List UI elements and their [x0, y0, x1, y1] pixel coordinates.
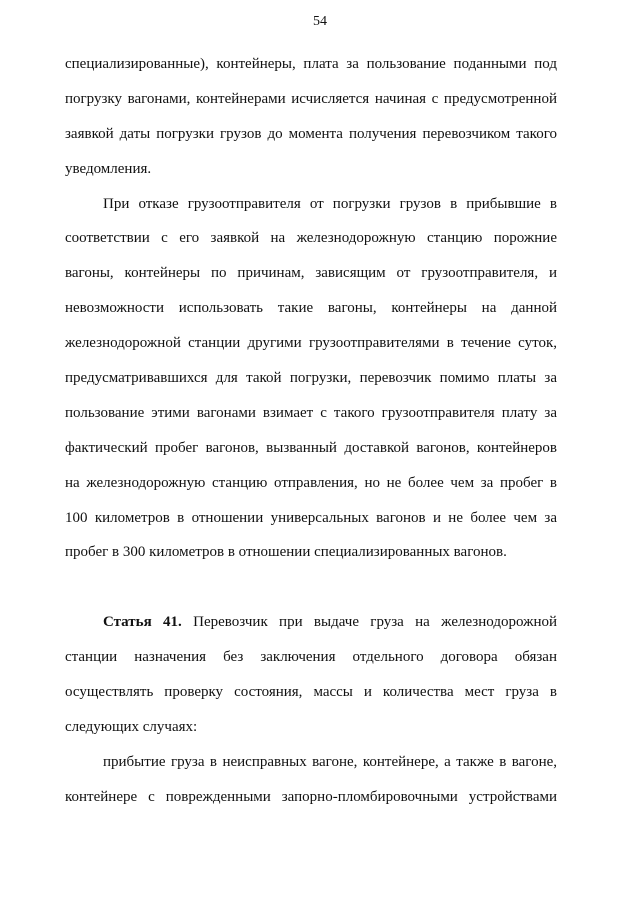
- text-line: невозможности использовать такие вагоны, контейнеры на данной: [65, 300, 557, 317]
- text-line: пробег в 300 километров в отношении специализированных вагонов.: [65, 544, 507, 561]
- paragraph-gap: [65, 570, 557, 605]
- article-first-line-text: Перевозчик при выдаче груза на железнодорожной: [193, 614, 558, 631]
- document-body: [65, 47, 557, 815]
- text-line: пользование этими вагонами взимает с такого грузоотправителя плату за: [65, 404, 557, 421]
- paragraph-refusal: [65, 187, 557, 571]
- text-line: специализированные), контейнеры, плата за пользование поданными под: [65, 56, 557, 72]
- text-line: погрузку вагонами, контейнерами исчисляется начиная с предусмотренной: [65, 90, 557, 107]
- text-line: прибытие груза в неисправных вагоне, контейнере, а также в вагоне,: [103, 753, 557, 770]
- text-line: При отказе грузоотправителя от погрузки грузов в прибывшие в: [103, 195, 557, 212]
- page-number: 54: [313, 14, 327, 29]
- text-line: вагоны, контейнеры по причинам, зависящим от грузоотправителя, и: [65, 265, 557, 282]
- article-label: Статья 41.: [103, 614, 182, 631]
- text-line: заявкой даты погрузки грузов до момента получения перевозчиком такого: [65, 125, 557, 142]
- paragraph-damaged-wagons: [65, 745, 557, 815]
- article-41: [65, 605, 557, 745]
- text-line: железнодорожной станции другими грузоотправителями в течение суток,: [65, 335, 557, 352]
- text-line: фактический пробег вагонов, вызванный доставкой вагонов, контейнеров: [65, 439, 557, 456]
- paragraph-continuation: [65, 47, 557, 187]
- text-line: предусматривавшихся для такой погрузки, перевозчик помимо платы за: [65, 370, 557, 387]
- text-line: на железнодорожную станцию отправления, но не более чем за пробег в: [65, 474, 557, 491]
- text-line: 100 километров в отношении универсальных вагонов и не более чем за: [65, 509, 557, 526]
- text-line: контейнере с поврежденными запорно-пломбировочными устройствами: [65, 788, 557, 805]
- text-line: [65, 605, 557, 640]
- text-line: станции назначения без заключения отдельного договора обязан: [65, 649, 557, 666]
- text-line: осуществлять проверку состояния, массы и количества мест груза в: [65, 684, 557, 701]
- text-line: соответствии с его заявкой на железнодорожную станцию порожние: [65, 230, 557, 247]
- text-line: следующих случаях:: [65, 719, 198, 736]
- text-line: уведомления.: [65, 160, 152, 177]
